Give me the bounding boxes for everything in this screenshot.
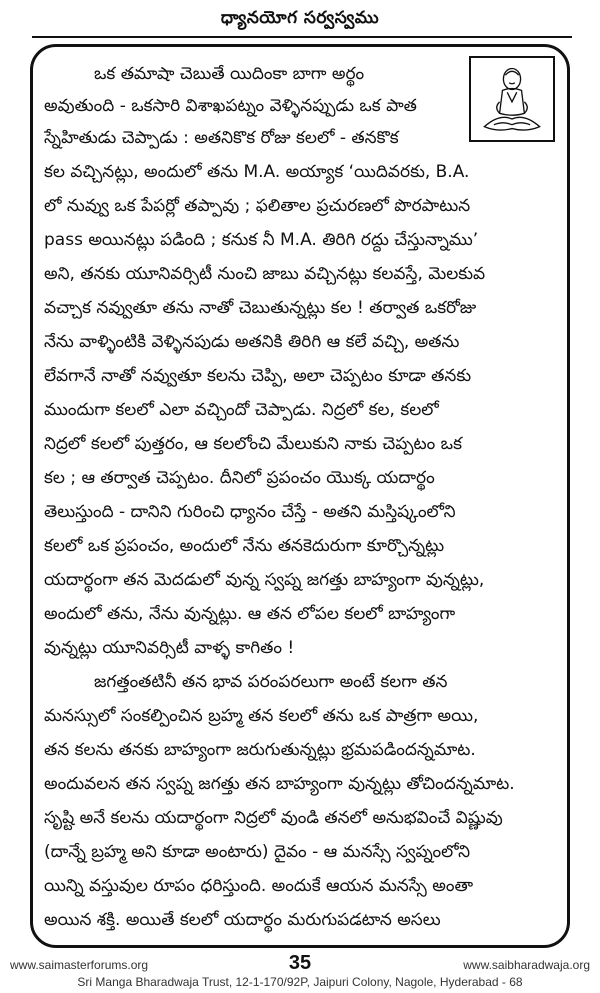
body-text-line: సృష్టి అనే కలను యదార్థంగా నిద్రలో వుండి తనలో అనుభవించే విష్ణువు: [44, 808, 503, 828]
body-text-line: కల ; ఆ తర్వాత చెప్పటం. దీనిలో ప్రపంచం యొక్క యదార్థం: [44, 468, 435, 488]
body-text-line: తెలుస్తుంది - దానిని గురించి ధ్యానం చేస్తే - అతని మస్తిష్కంలోని: [44, 502, 456, 522]
body-text-line: ముందుగా కలలో ఎలా వచ్చిందో చెప్పాడు. నిద్రలో కల, కలలో: [44, 400, 439, 420]
body-text-line: వున్నట్లు యూనివర్సిటీ వాళ్ళ కాగితం !: [44, 638, 295, 658]
page-header-title: ధ్యానయోగ సర్వస్వము: [220, 8, 380, 28]
body-text-line: అందులో తను, నేను వున్నట్లు. ఆ తన లోపల కలలో బాహ్యంగా: [44, 604, 456, 624]
body-text-line: అవుతుంది - ఒకసారి విశాఖపట్నం వెళ్ళినప్పుడు ఒక పాత: [44, 96, 417, 116]
body-text-line: కల వచ్చినట్లు, అందులో తను M.A. అయ్యాక ‘యిదివరకు, B.A.: [44, 162, 470, 182]
footer-address: Sri Manga Bharadwaja Trust, 12-1-170/92P, Jaipuri Colony, Nagole, Hyderabad - 68: [77, 975, 523, 989]
author-portrait-image: [469, 56, 555, 142]
body-text-line: వచ్చాక నవ్వుతూ తను నాతో చెబుతున్నట్లు కల ! తర్వాత ఒకరోజు: [44, 298, 477, 318]
body-text-line: pass అయినట్లు పడింది ; కనుక నీ M.A. తిరిగి రద్దు చేస్తున్నాము’: [44, 230, 479, 250]
body-text-line: తన కలను తనకు బాహ్యంగా జరుగుతున్నట్లు భ్రమపడిందన్నమాట.: [44, 740, 476, 760]
body-text-line: లేవగానే నాతో నవ్వుతూ కలను చెప్పి, అలా చెప్పటం కూడా తనకు: [44, 366, 472, 386]
footer-website-left: www.saimasterforums.org: [10, 958, 149, 972]
body-text-line: లో నువ్వు ఒక పేపర్లో తప్పావు ; ఫలితాల ప్రచురణలో పొరపాటున: [44, 196, 471, 216]
body-text-line: యదార్థంగా తన మెదడులో వున్న స్వప్న జగత్తు బాహ్యంగా వున్నట్లు,: [44, 570, 485, 590]
header-rule: [32, 36, 572, 38]
body-text-line: మనస్సులో సంకల్పించిన బ్రహ్మ తన కలలో తను ఒక పాత్రగా అయి,: [44, 706, 479, 726]
body-text-line: (దాన్నే బ్రహ్మ అని కూడా అంటారు) దైవం - ఆ మనస్సే స్వప్నంలోని: [44, 842, 471, 862]
body-text-line: ఒక తమాషా చెబుతే యిదింకా బాగా అర్థం: [94, 64, 365, 84]
body-text-line: యిన్ని వస్తువుల రూపం ధరిస్తుంది. అందుకే ఆయన మనస్సే అంతా: [44, 876, 474, 896]
body-text-line: అయిన శక్తి. అయితే కలలో యదార్థం మరుగుపడటాన అసలు: [44, 910, 441, 930]
body-text-line: స్నేహితుడు చెప్పాడు : అతనికొక రోజు కలలో - తనకొక: [44, 128, 399, 148]
body-text-line: అని, తనకు యూనివర్సిటీ నుంచి జాబు వచ్చినట్లు కలవస్తే, మెలకువ: [44, 264, 486, 284]
page-number: 35: [288, 952, 312, 974]
body-text-line: నేను వాళ్ళింటికి వెళ్ళినపుడు అతనికి తిరిగి ఆ కలే వచ్చి, అతను: [44, 332, 460, 352]
body-text-line: అందువలన తన స్వప్న జగత్తు తన బాహ్యంగా వున్నట్లు తోచిందన్నమాట.: [44, 774, 515, 794]
body-text-line: జగత్తంతటినీ తన భావ పరంపరలుగా అంటే కలగా తన: [94, 672, 448, 692]
footer-website-right: www.saibharadwaja.org: [463, 958, 590, 972]
body-text-line: నిద్రలో కలలో పుత్తరం, ఆ కలలోంచి మేలుకుని నాకు చెప్పటం ఒక: [44, 434, 462, 454]
body-text-line: కలలో ఒక ప్రపంచం, అందులో నేను తనకెదురుగా కూర్చొన్నట్లు: [44, 536, 445, 556]
